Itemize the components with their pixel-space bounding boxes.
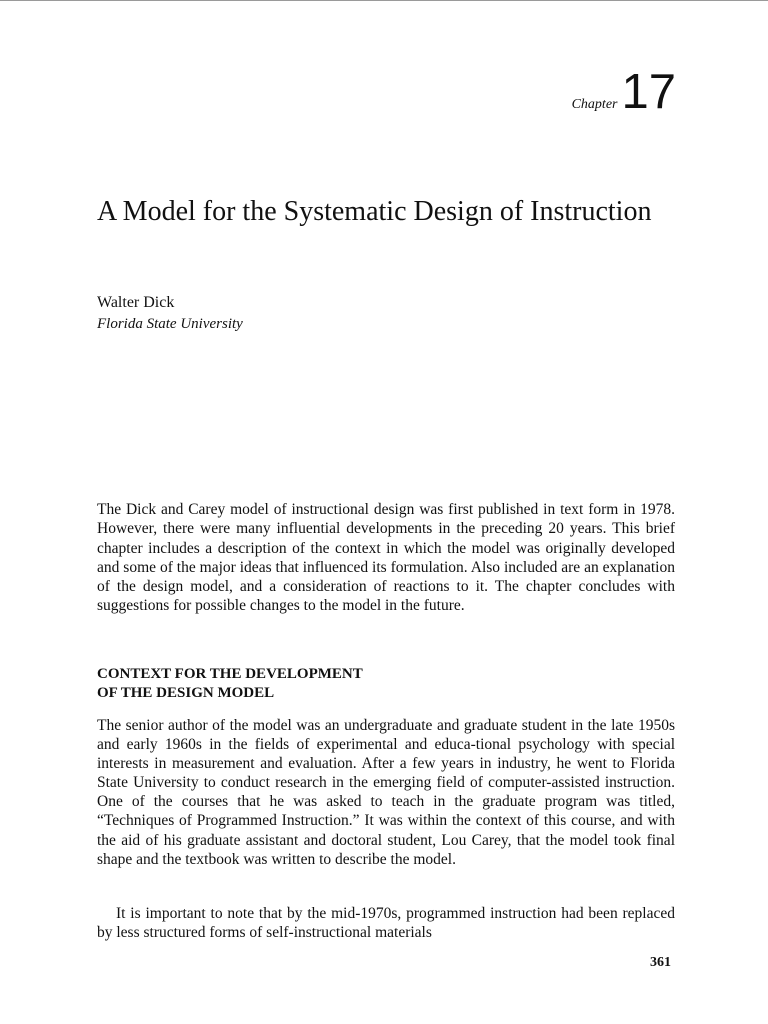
chapter-label: Chapter xyxy=(571,97,618,112)
author-affiliation: Florida State University xyxy=(97,316,243,332)
section-heading-line-1: CONTEXT FOR THE DEVELOPMENT xyxy=(97,666,363,682)
top-border-rule xyxy=(0,0,768,1)
chapter-number: 17 xyxy=(621,65,676,119)
section-heading-line-2: OF THE DESIGN MODEL xyxy=(97,685,275,701)
body-paragraph-2: It is important to note that by the mid-1970s, programmed instruction had been replaced by less structured forms of self-instructional materials xyxy=(97,905,675,942)
section-heading xyxy=(97,665,363,703)
chapter-abstract: The Dick and Carey model of instructional design was first published in text form in 1978. However, there were many influential developments in the preceding 20 years. This brief chapter includes a description of the context in which the model was originally developed and some of the major ideas that influenced its formulation. Also included are an explanation of the design model, and a consideration of reactions to it. The chapter concludes with suggestions for possible changes to the model in the future. xyxy=(97,501,675,615)
body-paragraph-1: The senior author of the model was an undergraduate and graduate student in the late 1950s and early 1960s in the fields of experimental and educa-tional psychology with special interests in measurement and evaluation. After a few years in industry, he went to Florida State University to conduct research in the emerging field of computer-assisted instruction. One of the courses that he was asked to teach in the graduate program was titled, “Techniques of Programmed Instruction.” It was within the context of this course, and with the aid of his graduate assistant and doctoral student, Lou Carey, that the model took final shape and the textbook was written to describe the model. xyxy=(97,717,675,868)
chapter-heading xyxy=(571,65,676,119)
page-number: 361 xyxy=(650,955,671,970)
author-name: Walter Dick xyxy=(97,294,175,311)
chapter-title: A Model for the Systematic Design of Instruction xyxy=(97,196,652,227)
